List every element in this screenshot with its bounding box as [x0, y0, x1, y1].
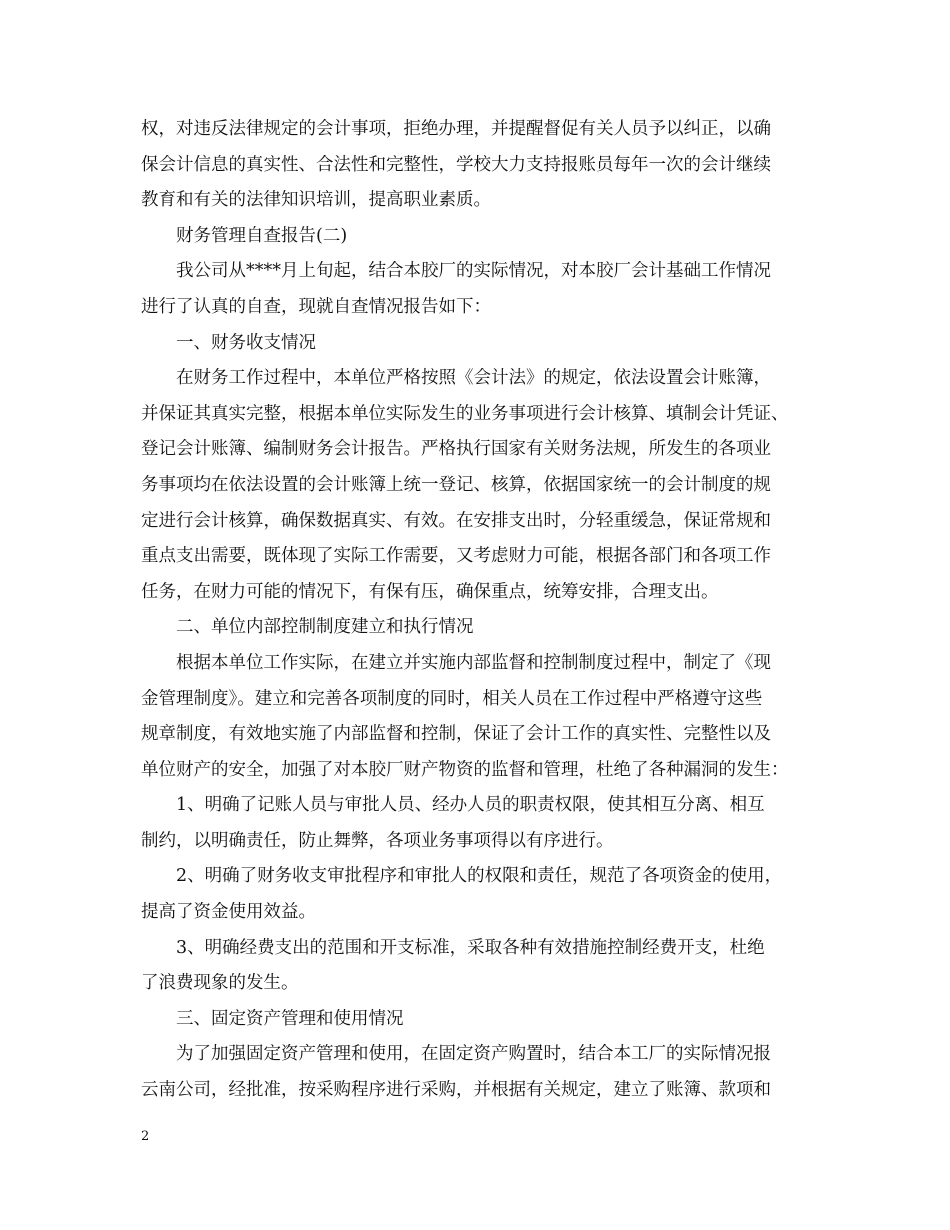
text-line: 权，对违反法律规定的会计事项，拒绝办理，并提醒督促有关人员予以纠正，以确 — [141, 119, 771, 139]
text-line: 三、固定资产管理和使用情况 — [176, 1008, 404, 1029]
text-line: 云南公司，经批准，按采购程序进行采购，并根据有关规定，建立了账簿、款项和 — [141, 1080, 771, 1101]
text-line: 3、明确经费支出的范围和开支标准，采取各种有效措施控制经费开支，杜绝 — [176, 937, 765, 958]
text-line: 根据本单位工作实际，在建立并实施内部监督和控制制度过程中，制定了《现 — [176, 652, 771, 673]
body-text — [141, 112, 826, 1109]
text-line: 并保证其真实完整，根据本单位实际发生的业务事项进行会计核算、填制会计凭证、 — [141, 403, 789, 424]
text-line: 二、单位内部控制制度建立和执行情况 — [176, 617, 474, 638]
text-line: 一、财务收支情况 — [176, 332, 316, 353]
text-line: 制约，以明确责任，防止舞弊，各项业务事项得以有序进行。 — [141, 830, 614, 851]
text-line: 定进行会计核算，确保数据真实、有效。在安排支出时，分轻重缓急，保证常规和 — [141, 510, 771, 531]
text-line: 教育和有关的法律知识培训，提高职业素质。 — [141, 190, 491, 211]
text-line: 财务管理自查报告(二) — [176, 225, 348, 246]
text-line: 为了加强固定资产管理和使用，在固定资产购置时，结合本工厂的实际情况报 — [176, 1044, 771, 1065]
text-line: 单位财产的安全，加强了对本胶厂财产物资的监督和管理，杜绝了各种漏洞的发生： — [141, 759, 789, 780]
text-line: 2、明确了财务收支审批程序和审批人的权限和责任，规范了各项资金的使用， — [176, 866, 783, 887]
text-line: 金管理制度》。建立和完善各项制度的同时，相关人员在工作过程中严格遵守这些 — [141, 688, 763, 709]
text-line: 在财务工作过程中，本单位严格按照《会计法》的规定，依法设置会计账簿， — [176, 368, 771, 389]
text-line: 我公司从****月上旬起，结合本胶厂的实际情况，对本胶厂会计基础工作情况 — [176, 261, 771, 282]
text-line: 1、明确了记账人员与审批人员、经办人员的职责权限，使其相互分离、相互 — [176, 795, 765, 816]
text-line: 任务，在财力可能的情况下，有保有压，确保重点，统筹安排，合理支出。 — [141, 581, 719, 602]
text-line: 登记会计账簿、编制财务会计报告。严格执行国家有关财务法规，所发生的各项业 — [141, 439, 771, 460]
page-number: 2 — [141, 1129, 150, 1144]
text-line: 保会计信息的真实性、合法性和完整性，学校大力支持报账员每年一次的会计继续 — [141, 154, 771, 175]
text-line: 规章制度，有效地实施了内部监督和控制，保证了会计工作的真实性、完整性以及 — [141, 724, 771, 745]
text-line: 重点支出需要，既体现了实际工作需要，又考虑财力可能，根据各部门和各项工作 — [141, 546, 771, 567]
text-line: 了浪费现象的发生。 — [141, 973, 299, 994]
text-line: 进行了认真的自查，现就自查情况报告如下： — [141, 296, 491, 317]
text-line: 提高了资金使用效益。 — [141, 902, 316, 923]
text-line: 务事项均在依法设置的会计账簿上统一登记、核算，依据国家统一的会计制度的规 — [141, 474, 771, 495]
